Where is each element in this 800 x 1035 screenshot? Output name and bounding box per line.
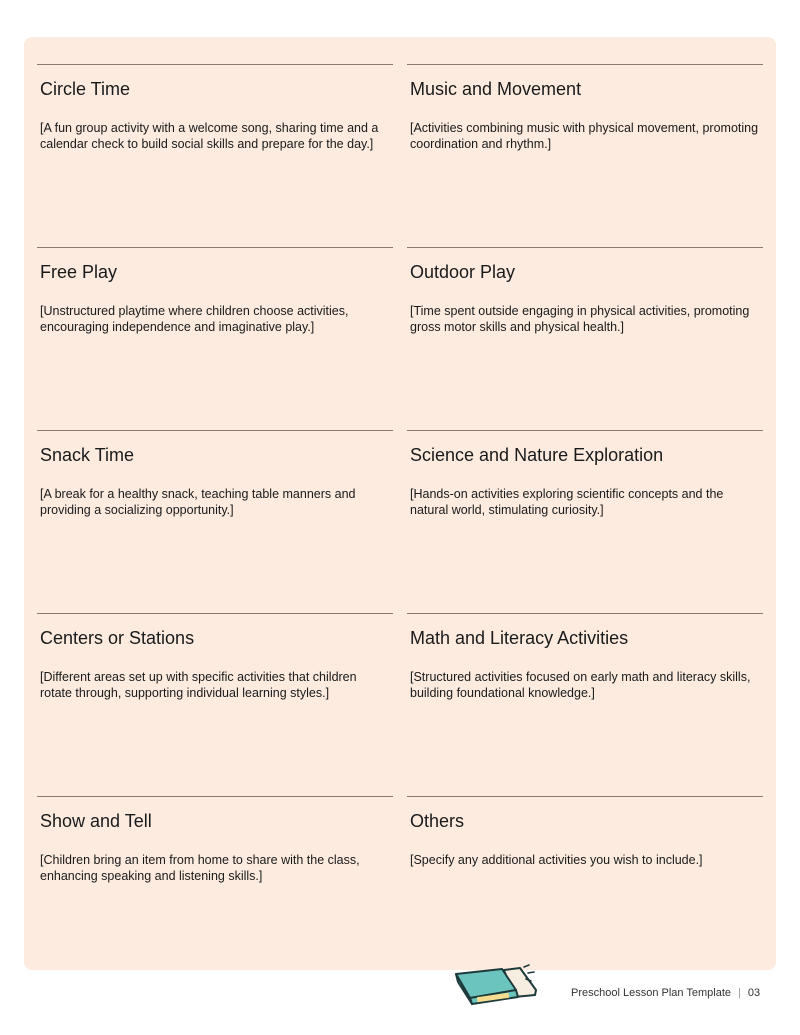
section-description: [Specify any additional activities you wish to include.] <box>410 853 703 867</box>
section-title: Math and Literacy Activities <box>410 628 629 648</box>
section-title: Show and Tell <box>40 811 152 831</box>
section-free-play <box>37 247 393 431</box>
section-science-and-nature-exploration <box>407 430 763 614</box>
section-title: Free Play <box>40 262 118 282</box>
footer-title: Preschool Lesson Plan Template <box>571 987 732 999</box>
section-description: [Hands-on activities exploring scientific concepts and the natural world, stimulating curiosity.] <box>410 487 724 517</box>
section-others <box>407 796 763 980</box>
section-snack-time <box>37 430 393 614</box>
section-circle-time <box>37 64 393 248</box>
section-title: Music and Movement <box>410 79 582 99</box>
section-outdoor-play <box>407 247 763 431</box>
section-description: [Time spent outside engaging in physical activities, promoting gross motor skills and physical health.] <box>410 304 750 334</box>
section-title: Centers or Stations <box>40 628 195 648</box>
section-centers-or-stations <box>37 613 393 797</box>
section-description: [A break for a healthy snack, teaching table manners and providing a socializing opportunity.] <box>40 487 356 517</box>
section-math-and-literacy-activities <box>407 613 763 797</box>
section-description: [Activities combining music with physical movement, promoting coordination and rhythm.] <box>410 121 759 151</box>
section-description: [Different areas set up with specific activities that children rotate through, supporting individual learning styles.] <box>40 670 357 700</box>
section-description: [A fun group activity with a welcome song, sharing time and a calendar check to build social skills and prepare for the day.] <box>40 121 379 151</box>
section-music-and-movement <box>407 64 763 248</box>
section-description: [Children bring an item from home to share with the class, enhancing speaking and listening skills.] <box>40 853 360 883</box>
eraser-icon <box>452 964 542 1006</box>
section-title: Snack Time <box>40 445 135 465</box>
section-description: [Structured activities focused on early math and literacy skills, building foundational knowledge.] <box>410 670 751 700</box>
page-number: 03 <box>747 987 761 999</box>
section-title: Others <box>410 811 465 831</box>
section-title: Circle Time <box>40 79 131 99</box>
section-title: Outdoor Play <box>410 262 516 282</box>
footer-separator: | <box>738 987 741 999</box>
section-show-and-tell <box>37 796 393 980</box>
footer <box>571 987 760 999</box>
section-description: [Unstructured playtime where children choose activities, encouraging independence and imaginative play.] <box>40 304 349 334</box>
section-title: Science and Nature Exploration <box>410 445 664 465</box>
